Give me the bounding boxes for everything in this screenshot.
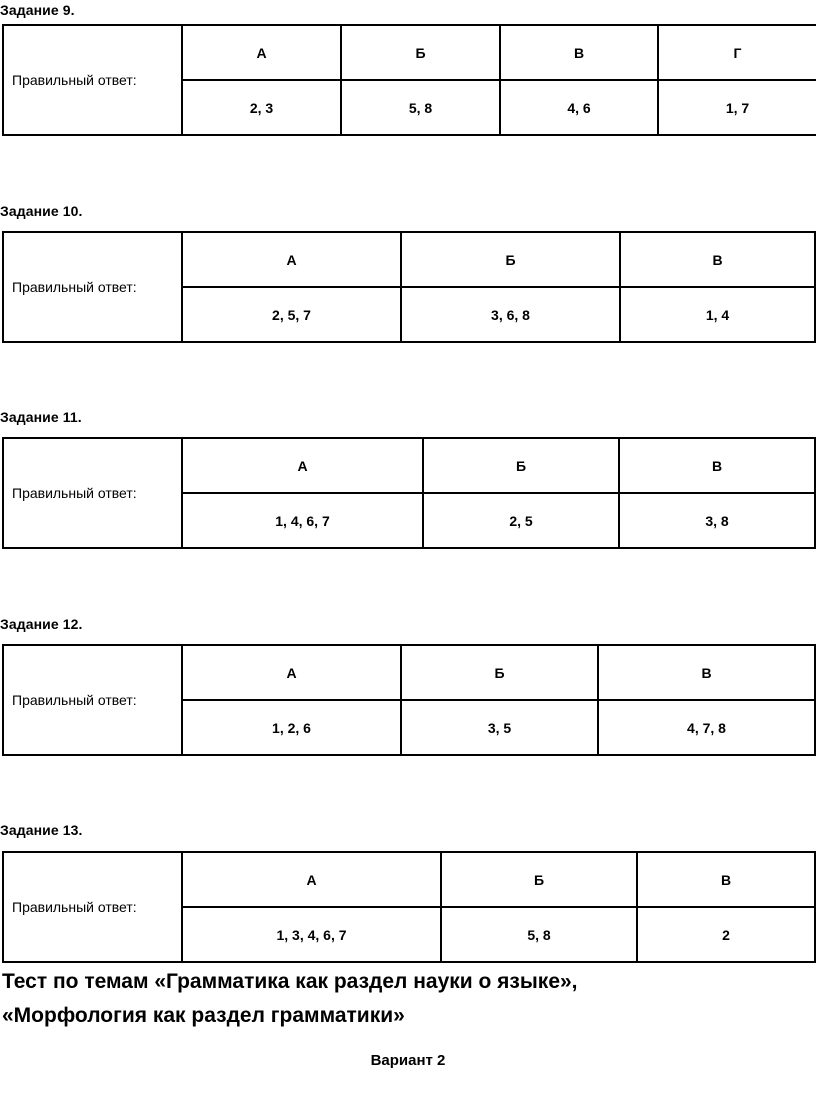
task-13-answer-table [2,851,816,963]
task-9-answer-table [2,24,816,136]
column-header: Б [401,645,598,700]
column-header: Б [441,852,637,907]
answer-label: Правильный ответ: [3,232,182,342]
table-row [3,438,815,493]
column-header: В [637,852,815,907]
variant-label: Вариант 2 [370,1052,446,1069]
column-header: В [619,438,815,493]
answer-cell: 1, 3, 4, 6, 7 [182,907,441,962]
answer-label: Правильный ответ: [3,645,182,755]
table-row [3,25,816,80]
table-row [3,232,815,287]
answer-cell: 3, 5 [401,700,598,755]
answer-label: Правильный ответ: [3,852,182,962]
column-header: А [182,25,341,80]
task-12-answer-table [2,644,816,756]
answer-cell: 1, 7 [658,80,816,135]
answer-cell: 2, 5, 7 [182,287,401,342]
answer-cell: 1, 4, 6, 7 [182,493,423,548]
column-header: Б [423,438,619,493]
task-11-title: Задание 11. [0,409,82,425]
column-header: Б [341,25,500,80]
answer-cell: 3, 8 [619,493,815,548]
column-header: В [598,645,815,700]
table-row [3,645,815,700]
column-header: А [182,438,423,493]
table-row [3,852,815,907]
task-11-answer-table [2,437,816,549]
column-header: А [182,232,401,287]
column-header: А [182,852,441,907]
answer-cell: 4, 6 [500,80,658,135]
column-header: В [620,232,815,287]
test-heading-line-2: «Морфология как раздел грамматики» [2,1004,405,1027]
column-header: А [182,645,401,700]
answer-cell: 5, 8 [441,907,637,962]
task-9-title: Задание 9. [0,2,75,18]
answer-cell: 2, 3 [182,80,341,135]
answer-cell: 1, 4 [620,287,815,342]
column-header: В [500,25,658,80]
task-12-title: Задание 12. [0,616,83,632]
answer-label: Правильный ответ: [3,438,182,548]
answer-cell: 2 [637,907,815,962]
task-13-title: Задание 13. [0,822,83,838]
answer-cell: 3, 6, 8 [401,287,620,342]
column-header: Г [658,25,816,80]
task-10-title: Задание 10. [0,203,83,219]
test-heading-line-1: Тест по темам «Грамматика как раздел науки о языке», [2,970,578,993]
answer-cell: 5, 8 [341,80,500,135]
answer-cell: 4, 7, 8 [598,700,815,755]
column-header: Б [401,232,620,287]
answer-cell: 1, 2, 6 [182,700,401,755]
task-10-answer-table [2,231,816,343]
answer-label: Правильный ответ: [3,25,182,135]
answer-cell: 2, 5 [423,493,619,548]
